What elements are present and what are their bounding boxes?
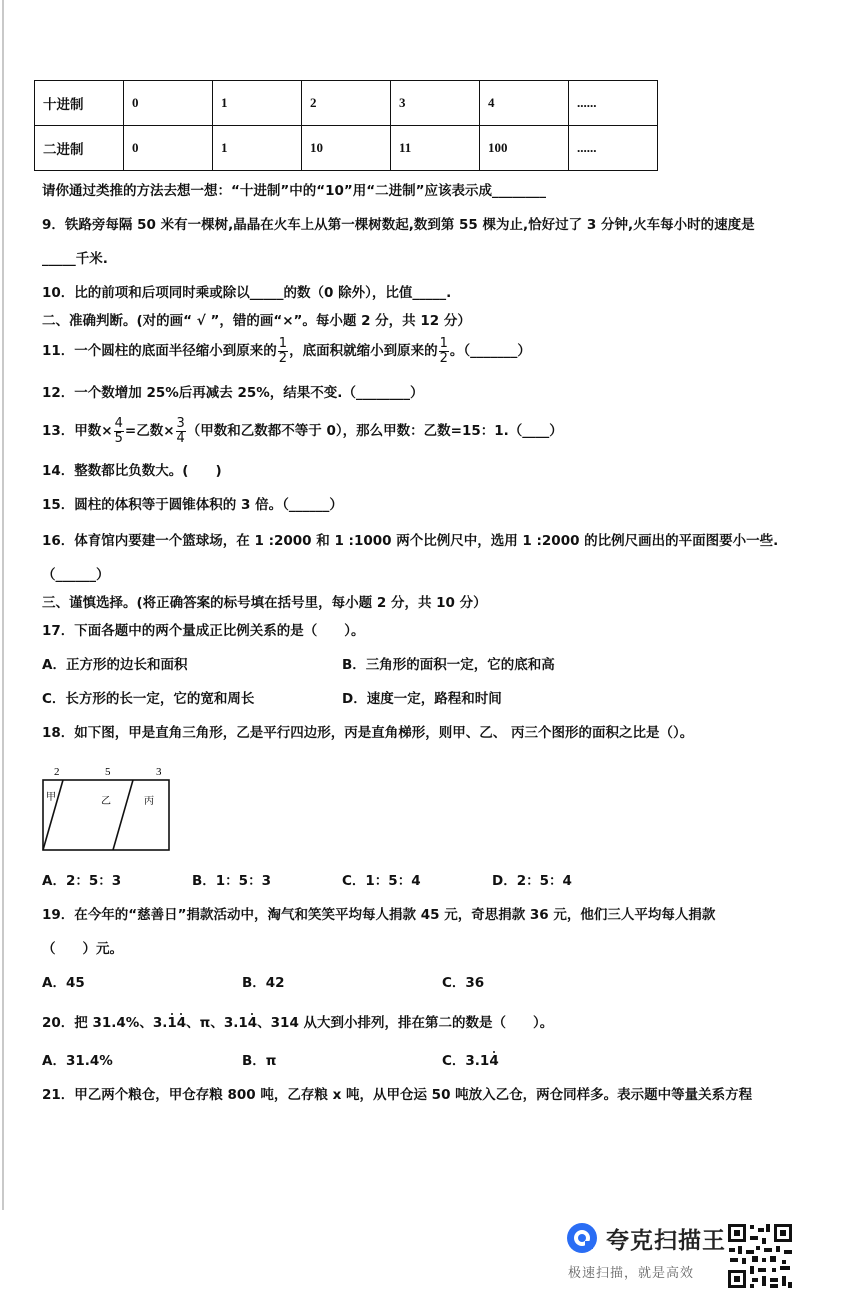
quark-logo-icon (566, 1222, 598, 1254)
question-19-line1: 19．在今年的“慈善日”捐款活动中，淘气和笑笑平均每人捐款 45 元，奇思捐款 36 元，他们三人平均每人捐款 (42, 907, 716, 923)
watermark-title: 夸克扫描王 (606, 1228, 726, 1254)
question-11-part1: 11．一个圆柱的底面半径缩小到原来的 (42, 343, 277, 359)
table-cell: ...... (569, 126, 658, 171)
question-14: 14．整数都比负数大。( ) (42, 463, 222, 479)
question-18-option-b: B．1：5：3 (192, 873, 271, 889)
question-16-line1: 16．体育馆内要建一个篮球场，在 1 :2000 和 1 :1000 两个比例尺中，选用 1 :2000 的比例尺画出的平面图要小一些. (42, 533, 779, 549)
question-17-option-c: C．长方形的长一定，它的宽和周长 (42, 691, 255, 707)
question-10: 10．比的前项和后项同时乘或除以_____的数（0 除外），比值_____. (42, 285, 452, 301)
question-18: 18．如下图，甲是直角三角形，乙是平行四边形，丙是直角梯形，则甲、乙、 丙三个图形的面积之比是（）。 (42, 725, 694, 741)
section-3-heading: 三、谨慎选择。(将正确答案的标号填在括号里，每小题 2 分，共 10 分） (42, 595, 487, 611)
table-cell: 1 (213, 126, 302, 171)
table-row (35, 81, 658, 126)
question-20 (42, 1014, 553, 1032)
table-cell: 11 (391, 126, 480, 171)
question-13-part2: =乙数× (124, 423, 175, 439)
table-cell: 0 (124, 126, 213, 171)
section-2-heading: 二、准确判断。(对的画“ √ ”，错的画“×”。每小题 2 分，共 12 分） (42, 313, 471, 329)
table-row-label: 二进制 (35, 126, 124, 171)
fraction-four-fifths: $\frac{4}{5}$ (114, 415, 123, 446)
figure-top-label: 2 (54, 766, 60, 778)
question-9-line1: 9．铁路旁每隔 50 米有一棵树,晶晶在火车上从第一棵树数起,数到第 55 棵为止,恰好过了 3 分钟,火车每小时的速度是 (42, 217, 755, 233)
question-11-part3: 。（_______） (449, 343, 531, 359)
question-16-line2: （______） (42, 567, 110, 583)
question-17-option-a: A．正方形的边长和面积 (42, 657, 188, 673)
question-15: 15．圆柱的体积等于圆锥体积的 3 倍。（______） (42, 497, 343, 513)
figure-divider-line (113, 780, 133, 850)
fraction-one-half: $\frac{1}{2}$ (439, 335, 448, 366)
question-18-option-d: D．2：5：4 (492, 873, 572, 889)
question-17: 17．下面各题中的两个量成正比例关系的是（ ）。 (42, 623, 365, 639)
question-18-option-a: A．2：5：3 (42, 873, 122, 889)
shapes-figure (36, 764, 176, 856)
question-19-option-a: A．45 (42, 975, 85, 991)
table-row-label: 十进制 (35, 81, 124, 126)
fraction-one-half: $\frac{1}{2}$ (278, 335, 288, 366)
analogy-question: 请你通过类推的方法去想一想：“十进制”中的“10”用“二进制”应该表示成________ (42, 183, 547, 199)
question-12: 12．一个数增加 25%后再减去 25%，结果不变.（________） (42, 385, 424, 401)
question-17-option-d: D．速度一定，路程和时间 (342, 691, 502, 707)
table-cell: 10 (302, 126, 391, 171)
figure-divider-line (43, 780, 63, 850)
base-conversion-table (34, 80, 658, 171)
question-11 (42, 336, 531, 366)
table-cell: 100 (480, 126, 569, 171)
repeating-digit: 1 (167, 1015, 177, 1031)
repeating-digit: 4 (247, 1015, 258, 1031)
table-cell: 2 (302, 81, 391, 126)
question-20-option-b: B．π (242, 1053, 277, 1069)
question-17-option-b: B．三角形的面积一定，它的底和高 (342, 657, 555, 673)
question-13-part1: 13．甲数× (42, 423, 113, 439)
question-20-part2: 、π、3.1 (186, 1015, 248, 1031)
question-20-option-a: A．31.4% (42, 1053, 113, 1069)
question-20-part1: 20．把 31.4%、3. (42, 1015, 168, 1031)
figure-region-label: 乙 (101, 796, 111, 807)
repeating-digit: 4 (489, 1053, 499, 1069)
repeating-digit: 4 (176, 1015, 187, 1031)
table-cell: ...... (569, 81, 658, 126)
watermark-subtitle: 极速扫描，就是高效 (568, 1266, 695, 1281)
table-row (35, 126, 658, 171)
scanner-watermark (566, 1216, 806, 1296)
question-11-part2: ，底面积就缩小到原来的 (289, 343, 438, 359)
question-21: 21．甲乙两个粮仓，甲仓存粮 800 吨，乙存粮 x 吨，从甲仓运 50 吨放入乙仓，两仓同样多。表示题中等量关系方程 (42, 1087, 753, 1103)
figure-region-label: 甲 (46, 792, 56, 803)
fraction-three-quarters: $\frac{3}{4}$ (176, 415, 185, 446)
table-cell: 1 (213, 81, 302, 126)
option-c-text: C．3.1 (442, 1053, 490, 1069)
figure-top-label: 3 (156, 766, 162, 778)
question-19-line2: （ ）元。 (42, 941, 123, 957)
qr-code-icon (726, 1222, 794, 1290)
question-18-option-c: C．1：5：4 (342, 873, 421, 889)
page-edge (2, 0, 4, 1210)
table-cell: 3 (391, 81, 480, 126)
figure-top-label: 5 (105, 766, 111, 778)
question-19-option-b: B．42 (242, 975, 285, 991)
question-20-option-c (442, 1052, 499, 1070)
question-20-part3: 、314 从大到小排列，排在第二的数是（ ）。 (257, 1015, 554, 1031)
question-13-part3: （甲数和乙数都不等于 0），那么甲数：乙数=15：1.（____） (186, 423, 563, 439)
question-13 (42, 416, 563, 446)
question-9-line2: _____千米. (42, 251, 108, 267)
table-cell: 0 (124, 81, 213, 126)
figure-outline (43, 780, 169, 850)
figure-region-label: 丙 (144, 796, 154, 807)
question-19-option-c: C．36 (442, 975, 485, 991)
table-cell: 4 (480, 81, 569, 126)
